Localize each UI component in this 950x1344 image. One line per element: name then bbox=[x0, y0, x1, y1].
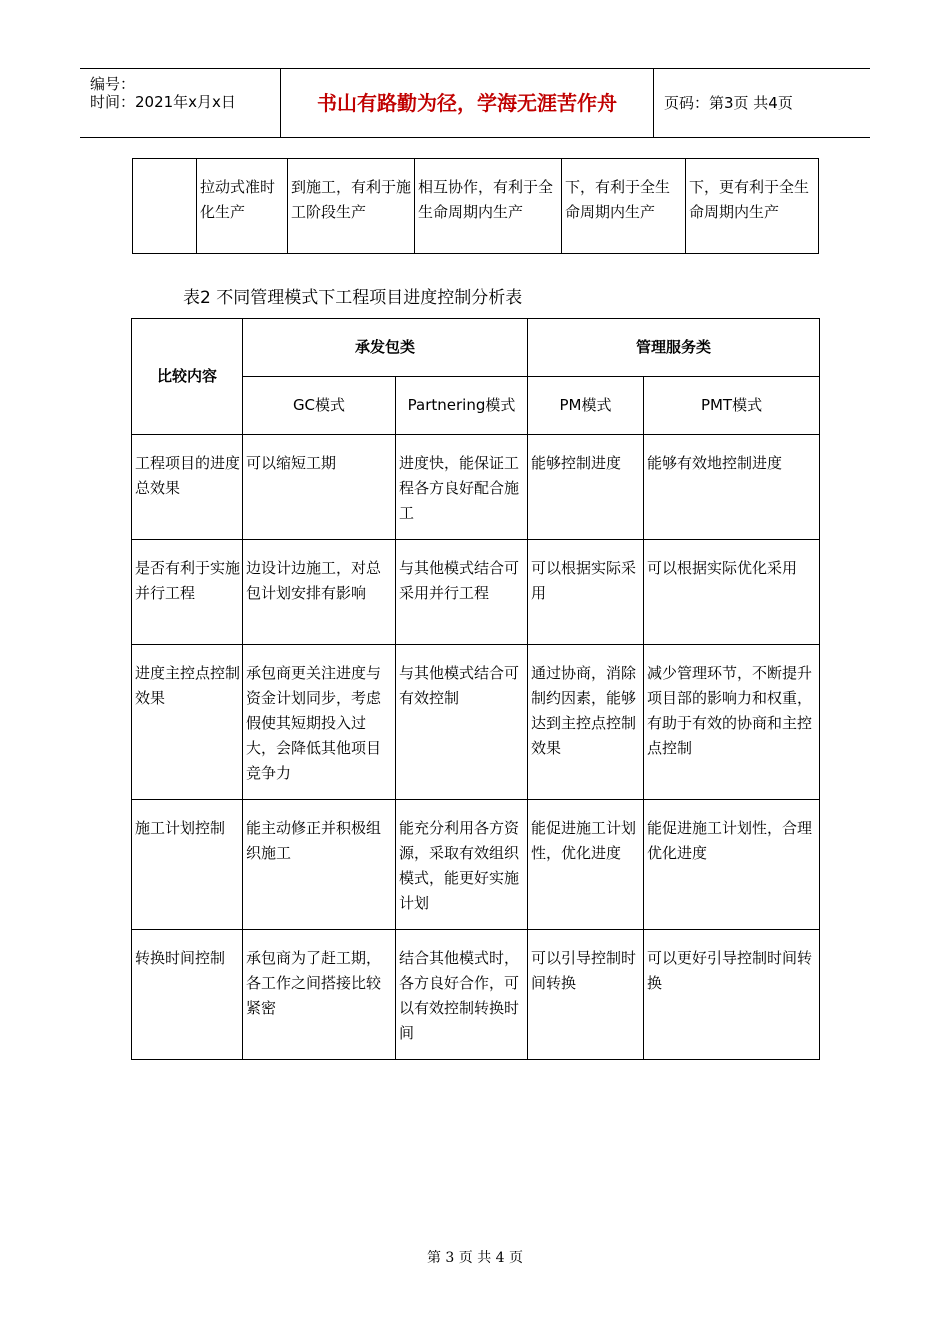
mode-header: PM模式 bbox=[528, 377, 644, 435]
table-cell: 可以更好引导控制时间转换 bbox=[644, 930, 820, 1060]
table-caption: 表2 不同管理模式下工程项目进度控制分析表 bbox=[183, 288, 523, 308]
mode-header: Partnering模式 bbox=[396, 377, 528, 435]
row-label: 进度主控点控制效果 bbox=[132, 645, 243, 800]
mode-header: GC模式 bbox=[243, 377, 396, 435]
table-cell: 承包商更关注进度与资金计划同步，考虑假使其短期投入过大，会降低其他项目竞争力 bbox=[243, 645, 396, 800]
table-cell bbox=[133, 159, 197, 254]
group-header: 承发包类 bbox=[243, 319, 528, 377]
table-row bbox=[132, 930, 820, 1060]
table-cell: 能充分利用各方资源，采取有效组织模式，能更好实施计划 bbox=[396, 800, 528, 930]
table-cell: 到施工，有利于施工阶段生产 bbox=[288, 159, 415, 254]
table-cell: 能主动修正并积极组织施工 bbox=[243, 800, 396, 930]
table-cell: 下，有利于全生命周期内生产 bbox=[562, 159, 686, 254]
page-footer: 第 3 页 共 4 页 bbox=[426, 1250, 524, 1266]
table-row bbox=[133, 159, 819, 254]
continued-table bbox=[132, 158, 819, 254]
table-cell: 能促进施工计划性，优化进度 bbox=[528, 800, 644, 930]
table-row bbox=[132, 645, 820, 800]
table-row bbox=[132, 540, 820, 645]
table-cell: 相互协作，有利于全生命周期内生产 bbox=[415, 159, 562, 254]
group-header: 管理服务类 bbox=[528, 319, 820, 377]
table-cell: 减少管理环节，不断提升项目部的影响力和权重，有助于有效的协商和主控点控制 bbox=[644, 645, 820, 800]
table-cell: 可以缩短工期 bbox=[243, 435, 396, 540]
table-cell: 能促进施工计划性，合理优化进度 bbox=[644, 800, 820, 930]
table-cell: 可以根据实际采用 bbox=[528, 540, 644, 645]
row-label: 转换时间控制 bbox=[132, 930, 243, 1060]
row-label: 工程项目的进度总效果 bbox=[132, 435, 243, 540]
row-label: 施工计划控制 bbox=[132, 800, 243, 930]
mode-header: PMT模式 bbox=[644, 377, 820, 435]
page-header bbox=[80, 68, 870, 138]
header-meta bbox=[80, 69, 280, 137]
schedule-control-table bbox=[131, 318, 820, 1060]
table-cell: 与其他模式结合可有效控制 bbox=[396, 645, 528, 800]
header-divider bbox=[653, 69, 654, 137]
table-cell: 下，更有利于全生命周期内生产 bbox=[686, 159, 819, 254]
corner-header: 比较内容 bbox=[132, 319, 243, 435]
document-number-label: 编号： bbox=[90, 75, 136, 93]
table-cell: 承包商为了赶工期，各工作之间搭接比较紧密 bbox=[243, 930, 396, 1060]
table-cell: 与其他模式结合可采用并行工程 bbox=[396, 540, 528, 645]
table-row bbox=[132, 435, 820, 540]
table-cell: 进度快，能保证工程各方良好配合施工 bbox=[396, 435, 528, 540]
table-cell: 边设计边施工，对总包计划安排有影响 bbox=[243, 540, 396, 645]
table-cell: 拉动式准时化生产 bbox=[197, 159, 288, 254]
table-cell: 可以根据实际优化采用 bbox=[644, 540, 820, 645]
table-header-row bbox=[132, 319, 820, 377]
header-page-info: 页码：第3页 共4页 bbox=[664, 94, 793, 112]
table-row bbox=[132, 800, 820, 930]
table-cell: 结合其他模式时，各方良好合作，可以有效控制转换时间 bbox=[396, 930, 528, 1060]
table-cell: 能够有效地控制进度 bbox=[644, 435, 820, 540]
header-motto: 书山有路勤为径，学海无涯苦作舟 bbox=[317, 91, 617, 115]
row-label: 是否有利于实施并行工程 bbox=[132, 540, 243, 645]
table-cell: 能够控制进度 bbox=[528, 435, 644, 540]
table-cell: 通过协商，消除制约因素，能够达到主控点控制效果 bbox=[528, 645, 644, 800]
table-cell: 可以引导控制时间转换 bbox=[528, 930, 644, 1060]
document-date: 时间：2021年x月x日 bbox=[90, 93, 236, 111]
